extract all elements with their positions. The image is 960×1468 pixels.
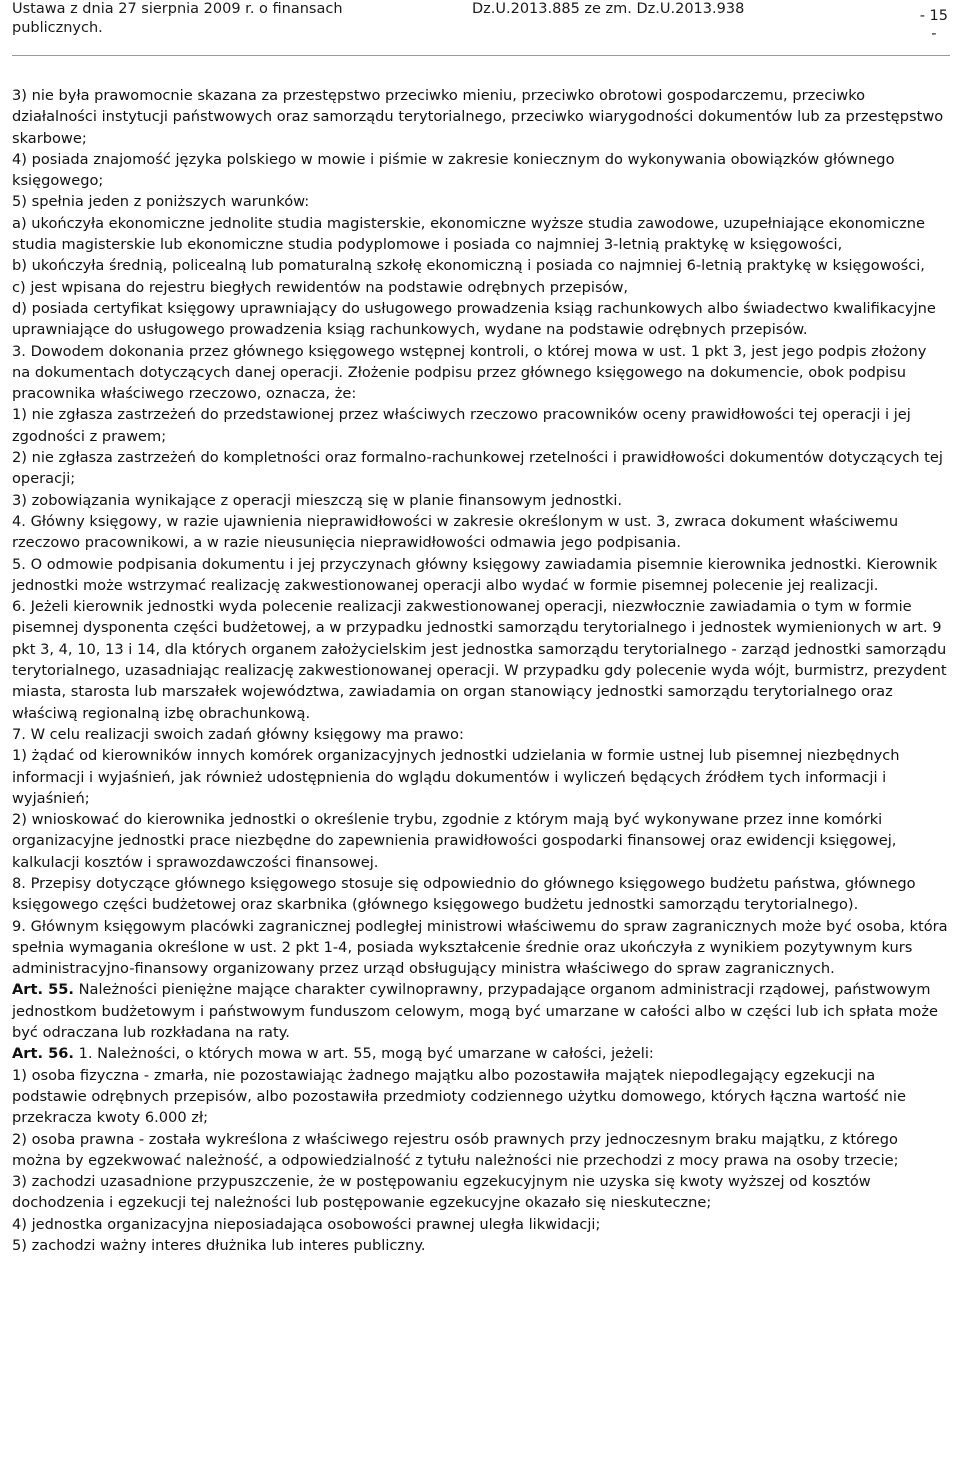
article-56 <box>12 1043 948 1064</box>
paragraph: 5. O odmowie podpisania dokumentu i jej przyczynach główny księgowy zawiadamia pisemnie kierownika jednostki. Kierownik jednostki może wstrzymać realizację zakwestionowanej operacji albo wydać w formie pisemnej polecenie jej realizacji. <box>12 555 938 594</box>
header-divider <box>12 55 950 56</box>
paragraph: 9. Głównym księgowym placówki zagranicznej podległej ministrowi właściwemu do spraw zagranicznych może być osoba, która spełnia wymagania określone w ust. 2 pkt 1-4, posiada wykształcenie średnie oraz ukończyła z wynikiem pozytywnym kurs administracyjno-finansowy organizowany przez urząd obsługujący ministra właściwego do spraw zagranicznych. <box>12 917 948 978</box>
paragraph: 5) zachodzi ważny interes dłużnika lub interes publiczny. <box>12 1237 426 1255</box>
article-55-text: Należności pieniężne mające charakter cywilnoprawny, przypadające organom administracji rządowej, państwowym jednostkom budżetowym i państwowym funduszom celowym, mogą być umarzane w całości albo w części lub ich spłata może być odraczana lub rozkładana na raty. <box>12 981 938 1042</box>
paragraph: 1) żądać od kierowników innych komórek organizacyjnych jednostki udzielania w formie ustnej lub pisemnej niezbędnych informacji i wyjaśnień, jak również udostępnienia do wglądu dokumentów i wyliczeń będących źródłem tych informacji i wyjaśnień; <box>12 747 900 807</box>
paragraph: 8. Przepisy dotyczące głównego księgowego stosuje się odpowiednio do głównego księgowego budżetu państwa, głównego księgowego części budżetowej oraz skarbnika (głównego księgowego budżetu jednostki samorządu terytorialnego). <box>12 874 916 914</box>
paragraph: 4) posiada znajomość języka polskiego w mowie i piśmie w zakresie koniecznym do wykonywania obowiązków głównego księgowego; <box>12 150 895 190</box>
paragraph: 2) wnioskować do kierownika jednostki o określenie trybu, zgodnie z którym mają być wykonywane przez inne komórki organizacyjne jednostki prace niezbędne do zapewnienia prawidłowości gospodarki finansowej oraz ewidencji księgowej, kalkulacji kosztów i sprawozdawczości finansowej. <box>12 811 897 871</box>
paragraph: 4) jednostka organizacyjna nieposiadająca osobowości prawnej uległa likwidacji; <box>12 1215 601 1233</box>
document-body <box>12 85 948 1256</box>
article-56-label: Art. 56. <box>12 1045 74 1063</box>
paragraph: 3) nie była prawomocnie skazana za przestępstwo przeciwko mieniu, przeciwko obrotowi gospodarczemu, przeciwko działalności instytucji państwowych oraz samorządu terytorialnego, przeciwko wiarygodności dokumentów lub za przestępstwo skarbowe; <box>12 87 944 147</box>
paragraph: 3. Dowodem dokonania przez głównego księgowego wstępnej kontroli, o której mowa w ust. 1 pkt 3, jest jego podpis złożony na dokumentach dotyczących danej operacji. Złożenie podpisu przez głównego księgowego na dokumencie, obok podpisu pracownika właściwego rzeczowo, oznacza, że: <box>12 342 927 403</box>
page-header <box>0 0 960 56</box>
paragraph: b) ukończyła średnią, policealną lub pomaturalną szkołę ekonomiczną i posiada co najmniej 6-letnią praktykę w księgowości, <box>12 257 925 275</box>
article-56-text: 1. Należności, o których mowa w art. 55, mogą być umarzane w całości, jeżeli: <box>73 1045 654 1063</box>
paragraph: 1) nie zgłasza zastrzeżeń do przedstawionej przez właściwych rzeczowo pracowników oceny prawidłowości tej operacji i jej zgodności z prawem; <box>12 406 911 445</box>
paragraph: 3) zobowiązania wynikające z operacji mieszczą się w planie finansowym jednostki. <box>12 491 623 509</box>
paragraph: 6. Jeżeli kierownik jednostki wyda polecenie realizacji zakwestionowanej operacji, niezwłocznie zawiadamia o tym w formie pisemnej dysponenta części budżetowej, a w przypadku jednostki samorządu terytorialnego i jednostek wymienionych w art. 9 pkt 3, 4, 10, 13 i 14, dla których organem założycielskim jest jednostka samorządu terytorialnego - zarząd jednostki samorządu terytorialnego, uzasadniając realizację zakwestionowanej operacji. W przypadku gdy polecenie wyda wójt, burmistrz, prezydent miasta, starosta lub marszałek województwa, zawiadamia on organ stanowiący jednostki samorządu terytorialnego oraz właściwą regionalną izbę obrachunkową. <box>12 598 947 722</box>
paragraph: 3) zachodzi uzasadnione przypuszczenie, że w postępowaniu egzekucyjnym nie uzyska się kwoty wyższej od kosztów dochodzenia i egzekucji tej należności lub postępowanie egzekucyjne okazało się nieskuteczne; <box>12 1173 871 1212</box>
paragraph: d) posiada certyfikat księgowy uprawniający do usługowego prowadzenia ksiąg rachunkowych albo świadectwo kwalifikacyjne uprawniające do usługowego prowadzenia ksiąg rachunkowych, wydane na podstawie odrębnych przepisów. <box>12 299 936 339</box>
journal-reference: Dz.U.2013.885 ze zm. Dz.U.2013.938 <box>472 1 745 17</box>
paragraph: 2) osoba prawna - została wykreślona z właściwego rejestru osób prawnych przy jednoczesnym braku majątku, z którego można by egzekwować należność, a odpowiedzialność z tytułu należności nie przechodzi z mocy prawa na osoby trzecie; <box>12 1130 899 1169</box>
paragraph: c) jest wpisana do rejestru biegłych rewidentów na podstawie odrębnych przepisów, <box>12 278 629 296</box>
act-title: Ustawa z dnia 27 sierpnia 2009 r. o finansach publicznych. <box>12 1 343 36</box>
article-55-label: Art. 55. <box>12 981 74 999</box>
page-number-dash: - <box>931 26 937 42</box>
article-55 <box>12 979 948 1043</box>
paragraph: 1) osoba fizyczna - zmarła, nie pozostawiając żadnego majątku albo pozostawiła majątek niepodlegający egzekucji na podstawie odrębnych przepisów, albo pozostawiła przedmioty codziennego użytku domowego, których łączna wartość nie przekracza kwoty 6.000 zł; <box>12 1066 906 1127</box>
paragraph: a) ukończyła ekonomiczne jednolite studia magisterskie, ekonomiczne wyższe studia zawodowe, uzupełniające ekonomiczne studia magisterskie lub ekonomiczne studia podyplomowe i posiada co najmniej 3-letnią praktykę w księgowości, <box>12 214 925 254</box>
paragraph: 4. Główny księgowy, w razie ujawnienia nieprawidłowości w zakresie określonym w ust. 3, zwraca dokument właściwemu rzeczowo pracownikowi, a w razie nieusunięcia nieprawidłowości odmawia jego podpisania. <box>12 512 899 552</box>
page-number <box>920 7 948 43</box>
paragraph: 5) spełnia jeden z poniższych warunków: <box>12 193 310 211</box>
paragraph: 7. W celu realizacji swoich zadań główny księgowy ma prawo: <box>12 725 464 743</box>
page-number-value: - 15 <box>919 8 948 24</box>
paragraph: 2) nie zgłasza zastrzeżeń do kompletności oraz formalno-rachunkowej rzetelności i prawidłowości dokumentów dotyczących tej operacji; <box>12 449 943 488</box>
